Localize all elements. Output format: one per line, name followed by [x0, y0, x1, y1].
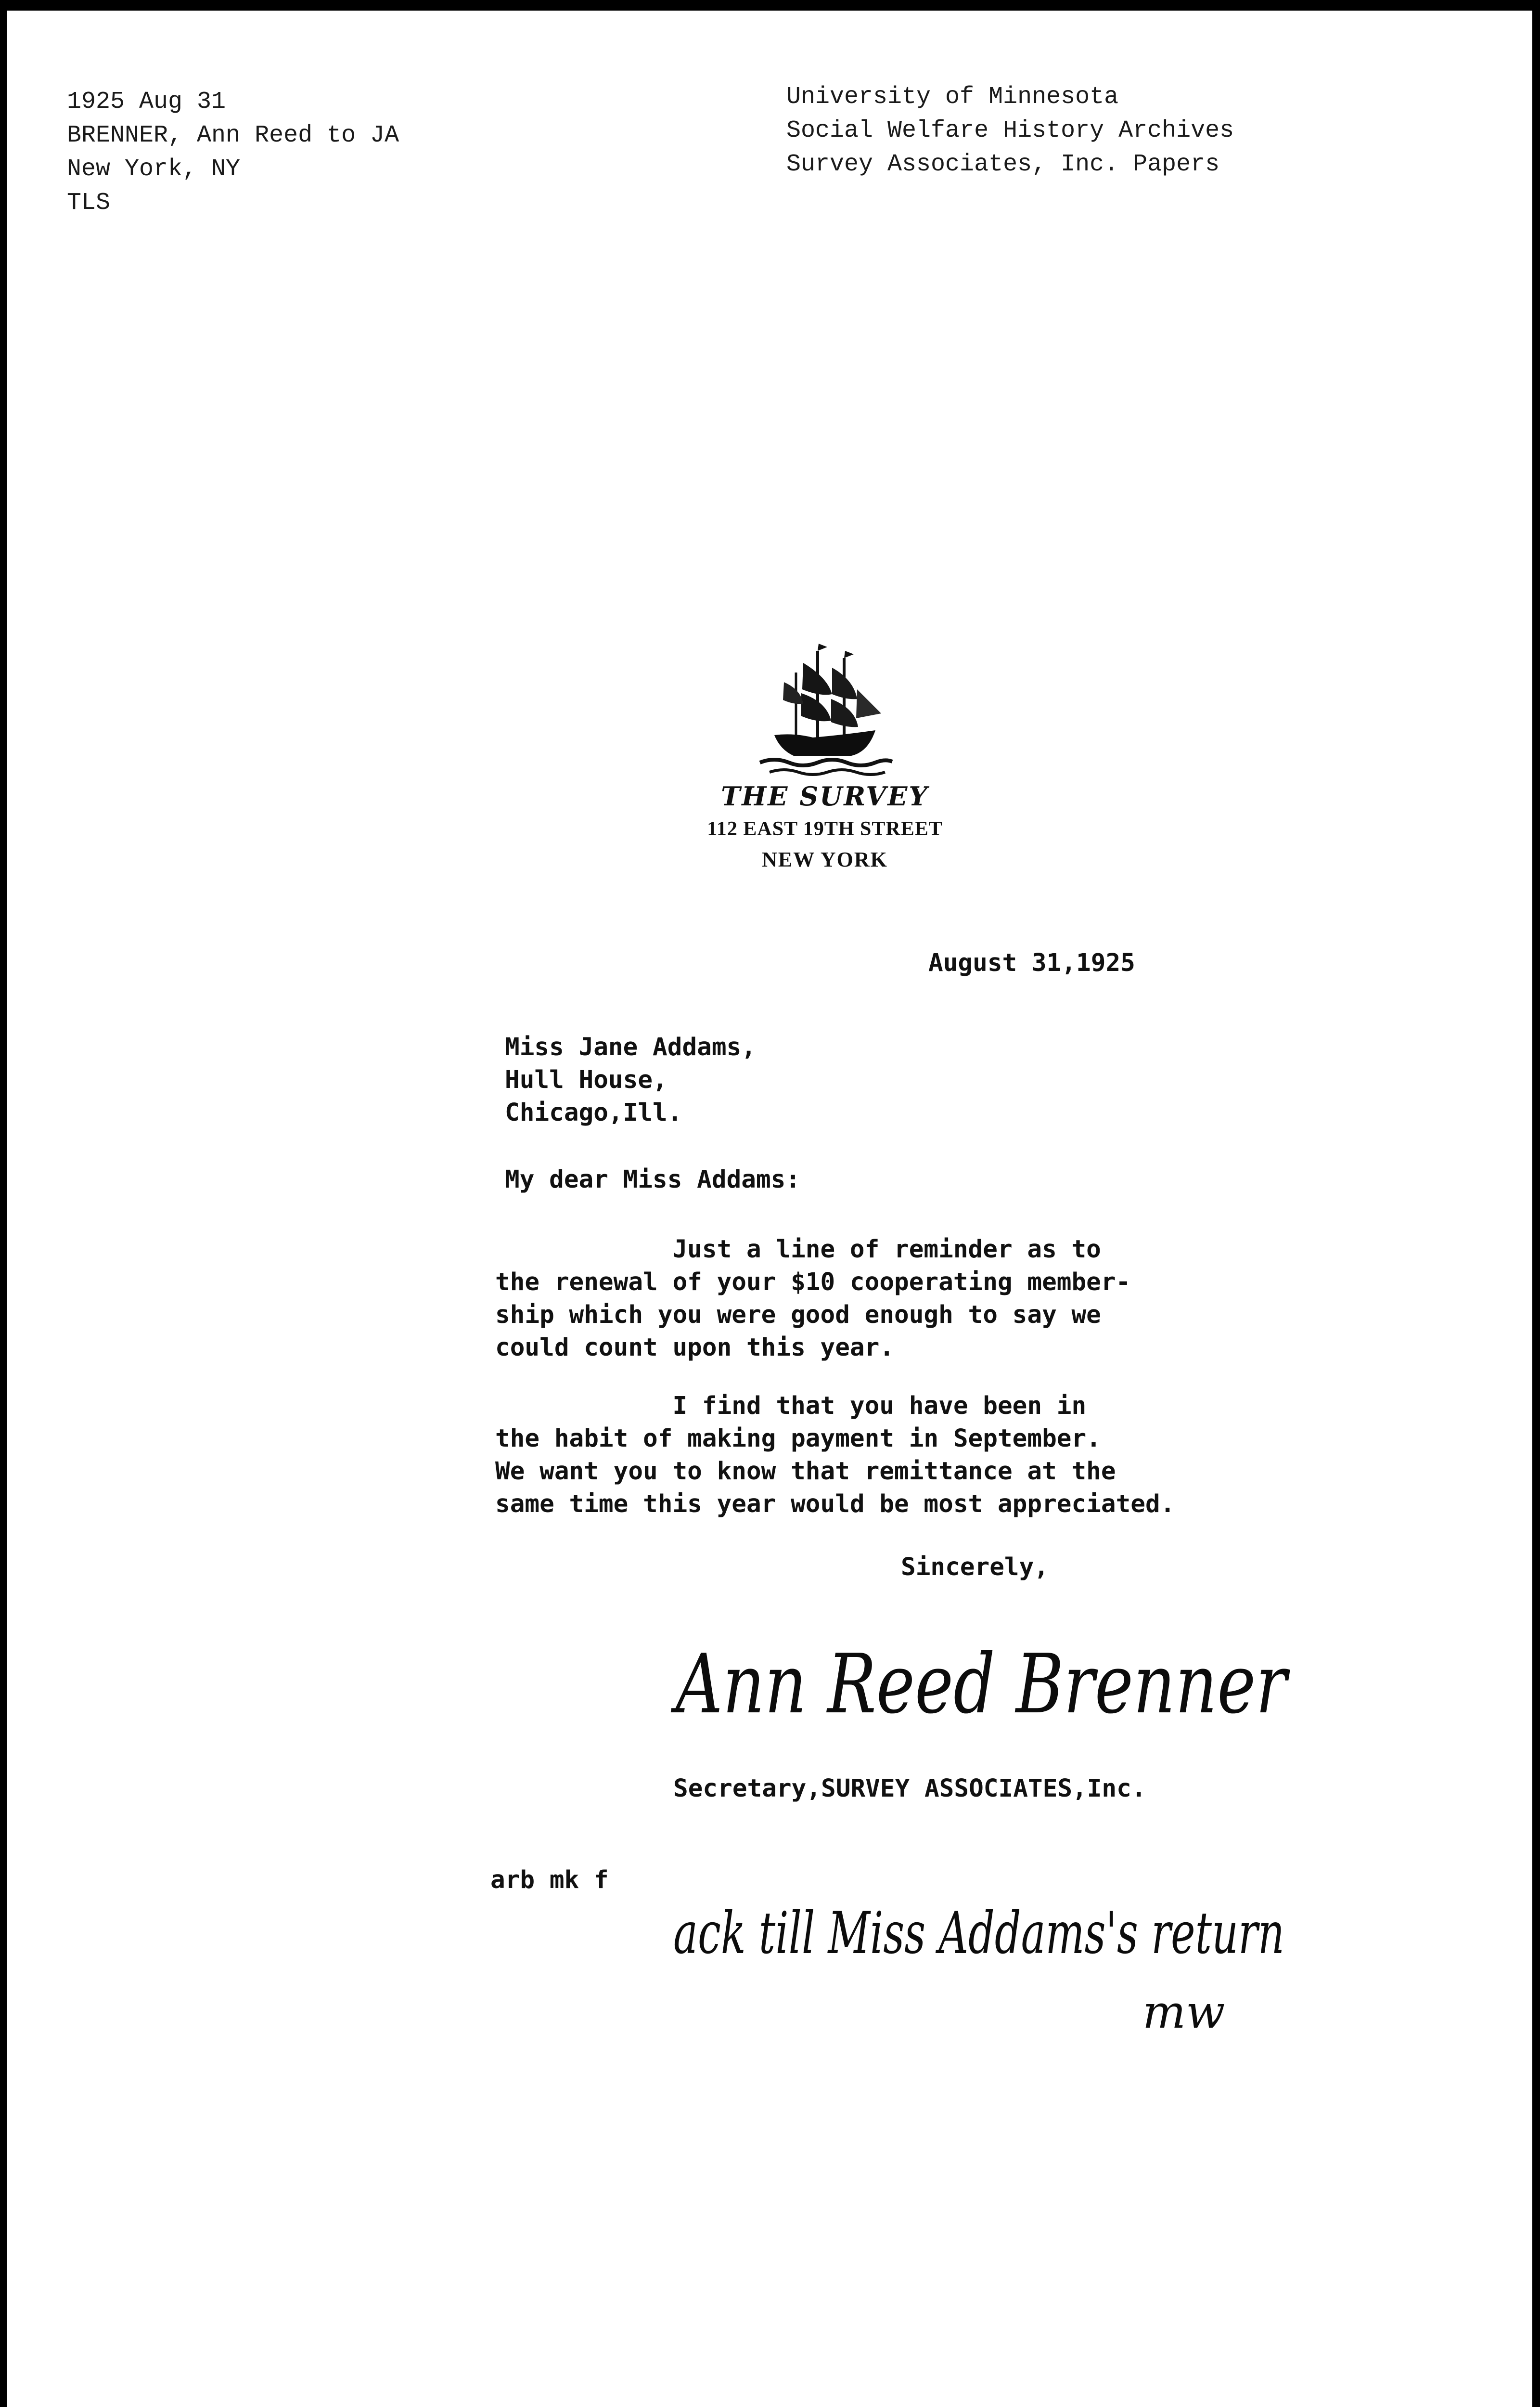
source-archive: Social Welfare History Archives — [786, 117, 1234, 144]
paragraph-line: We want you to know that remittance at the — [495, 1457, 1116, 1486]
source-university: University of Minnesota — [786, 83, 1119, 111]
handwritten-initials: mw — [1142, 1986, 1225, 2039]
recipient-address — [505, 1031, 756, 1129]
handwritten-signature — [671, 1631, 1292, 1746]
paragraph-line: the habit of making payment in September. — [495, 1424, 1101, 1453]
paragraph-line: same time this year would be most appreciated. — [495, 1490, 1175, 1518]
paragraph-line: could count upon this year. — [495, 1333, 895, 1362]
recipient-city: Chicago,Ill. — [505, 1099, 682, 1127]
source-collection: Survey Associates, Inc. Papers — [786, 151, 1220, 178]
paragraph-line: I find that you have been in — [495, 1392, 1087, 1420]
handwritten-note — [671, 1888, 1296, 2047]
letterhead-name: THE SURVEY — [721, 781, 929, 812]
archive-source — [786, 80, 1234, 181]
letterhead-street: 112 EAST 19TH STREET — [707, 818, 943, 840]
paragraph-2 — [495, 1390, 1175, 1521]
recipient-organization: Hull House, — [505, 1066, 667, 1094]
letter-page — [7, 11, 1532, 2407]
salutation: My dear Miss Addams: — [505, 1165, 801, 1194]
citation-place: New York, NY — [67, 155, 241, 183]
paragraph-line: the renewal of your $10 cooperating member- — [495, 1268, 1131, 1296]
signer-title: Secretary,SURVEY ASSOCIATES,Inc. — [673, 1774, 1146, 1803]
citation-type: TLS — [67, 189, 111, 217]
paragraph-1 — [495, 1233, 1130, 1364]
paragraph-line: ship which you were good enough to say we — [495, 1301, 1101, 1329]
citation-date: 1925 Aug 31 — [67, 88, 226, 116]
paragraph-line: Just a line of reminder as to — [495, 1235, 1101, 1264]
reference-initials: arb mk f — [490, 1866, 609, 1894]
letterhead — [647, 636, 1003, 872]
letterhead-city: NEW YORK — [762, 848, 888, 871]
citation-correspondents: BRENNER, Ann Reed to JA — [67, 122, 399, 149]
closing: Sincerely, — [901, 1553, 1049, 1581]
archive-citation — [67, 85, 399, 220]
handwritten-note-text: ack till Miss Addams's return — [673, 1900, 1284, 1967]
recipient-name: Miss Jane Addams, — [505, 1033, 756, 1061]
sailing-ship-icon — [755, 636, 895, 776]
letter-date: August 31,1925 — [928, 949, 1135, 977]
signature-text: Ann Reed Brenner — [670, 1637, 1290, 1732]
